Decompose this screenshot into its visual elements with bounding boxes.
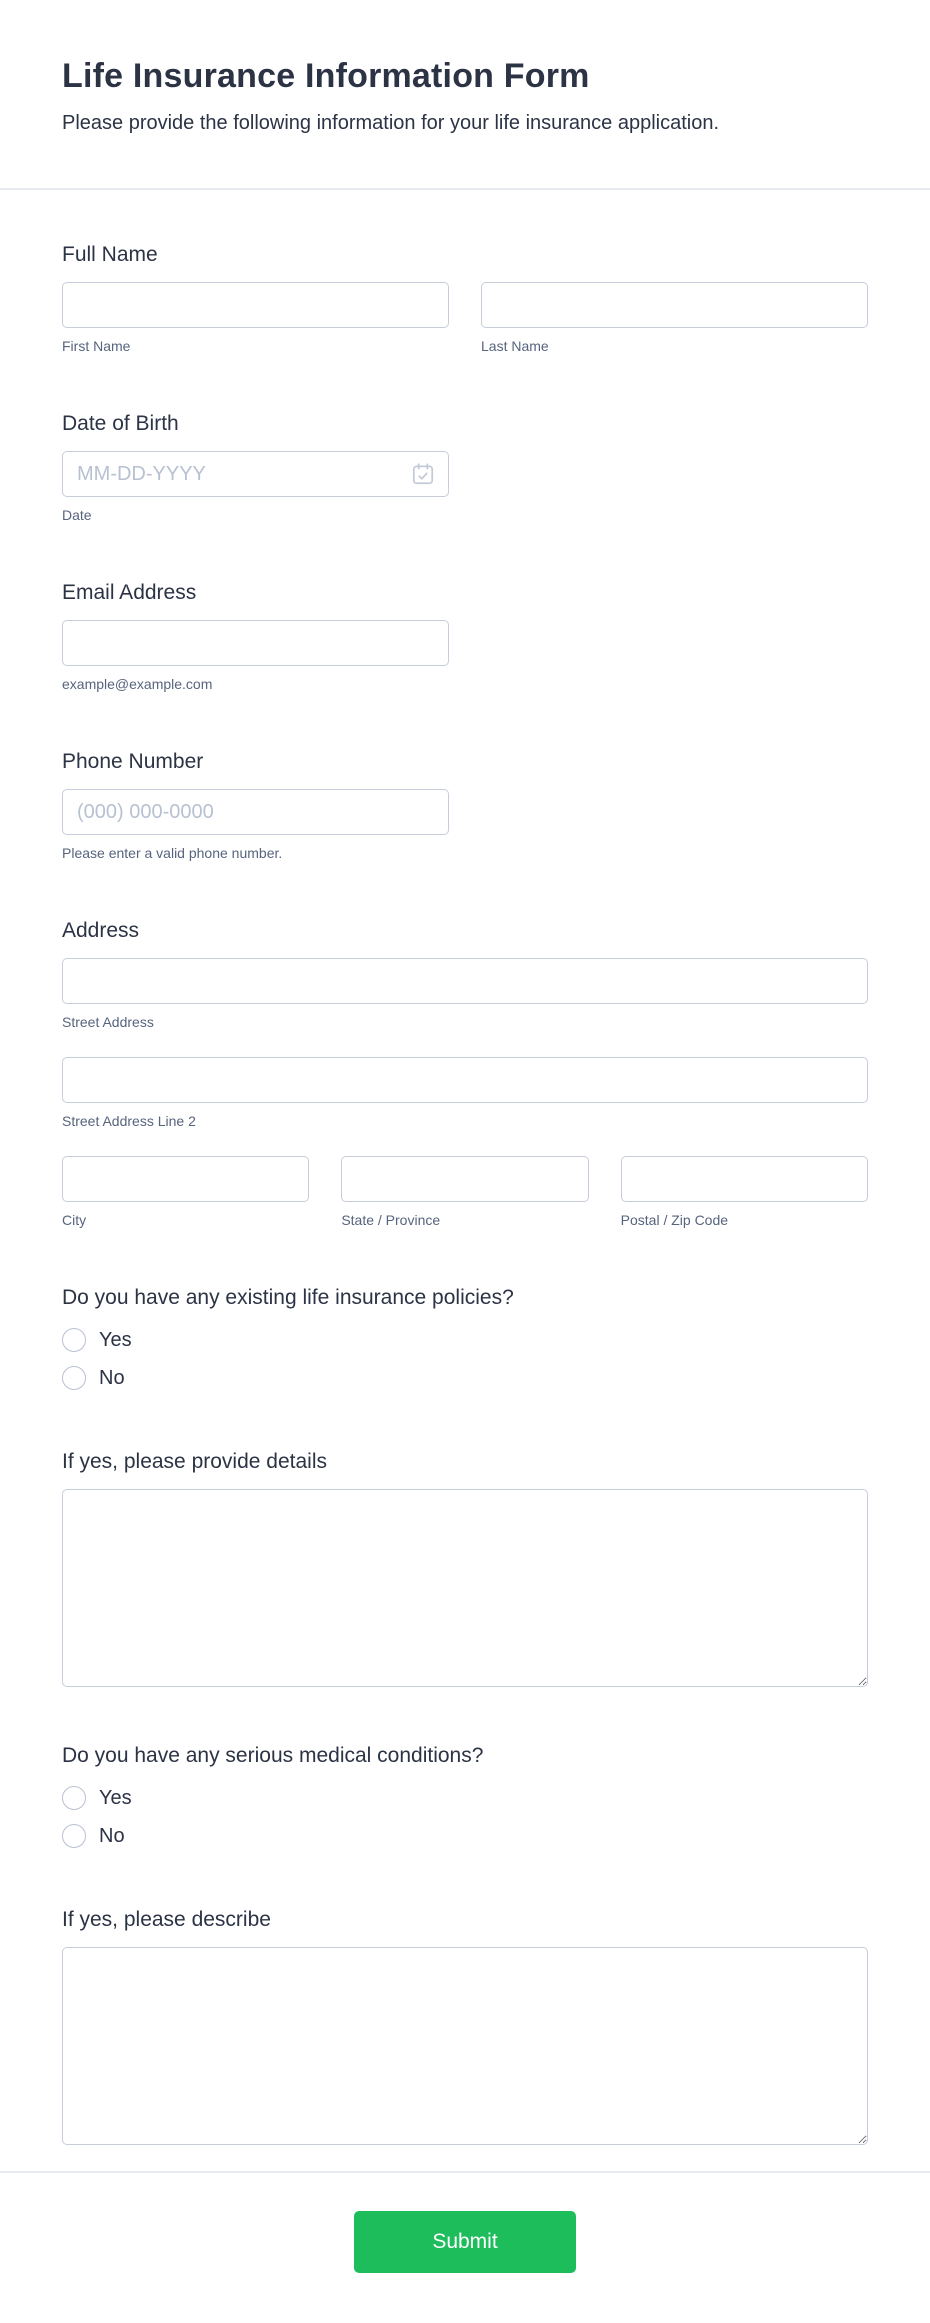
city-state-zip-row <box>62 1156 868 1229</box>
radio-option-label: Yes <box>99 1787 132 1809</box>
postal-group <box>621 1156 868 1229</box>
form-body <box>0 242 930 2145</box>
street-address2-sublabel: Street Address Line 2 <box>62 1113 196 1129</box>
city-input[interactable] <box>62 1156 309 1202</box>
street-address2-input[interactable] <box>62 1057 868 1103</box>
radio-button-icon[interactable] <box>62 1328 86 1352</box>
existing-details-textarea[interactable] <box>62 1489 868 1687</box>
street-address-input[interactable] <box>62 958 868 1004</box>
field-existing-policies <box>62 1285 868 1393</box>
dob-input[interactable] <box>62 451 449 497</box>
phone-input[interactable] <box>62 789 449 835</box>
medical-conditions-option-yes[interactable] <box>62 1783 868 1813</box>
existing-details-label: If yes, please provide details <box>62 1450 327 1473</box>
radio-button-icon[interactable] <box>62 1786 86 1810</box>
medical-conditions-option-no[interactable] <box>62 1821 868 1851</box>
field-address <box>62 918 868 1229</box>
existing-policies-radio-group <box>62 1325 868 1393</box>
radio-button-icon[interactable] <box>62 1824 86 1848</box>
page-title: Life Insurance Information Form <box>62 57 590 95</box>
field-existing-details <box>62 1449 868 1687</box>
field-date-of-birth <box>62 411 868 524</box>
radio-option-label: Yes <box>99 1329 132 1351</box>
phone-sublabel: Please enter a valid phone number. <box>62 845 283 861</box>
last-name-input[interactable] <box>481 282 868 328</box>
existing-policies-question: Do you have any existing life insurance policies? <box>62 1286 514 1309</box>
dob-label: Date of Birth <box>62 412 179 435</box>
postal-input[interactable] <box>621 1156 868 1202</box>
last-name-sublabel: Last Name <box>481 338 549 354</box>
page-subtitle: Please provide the following information for your life insurance application. <box>62 112 720 134</box>
first-name-sublabel: First Name <box>62 338 131 354</box>
radio-option-label: No <box>99 1367 125 1389</box>
field-medical-details <box>62 1907 868 2145</box>
calendar-check-icon[interactable] <box>410 461 436 487</box>
existing-policies-option-yes[interactable] <box>62 1325 868 1355</box>
first-name-group <box>62 282 449 355</box>
field-full-name <box>62 242 868 355</box>
street-address-sublabel: Street Address <box>62 1014 154 1030</box>
first-name-input[interactable] <box>62 282 449 328</box>
last-name-group <box>481 282 868 355</box>
radio-option-label: No <box>99 1825 125 1847</box>
state-input[interactable] <box>341 1156 588 1202</box>
email-input[interactable] <box>62 620 449 666</box>
email-sublabel: example@example.com <box>62 676 213 692</box>
state-group <box>341 1156 588 1229</box>
field-phone <box>62 749 868 862</box>
dob-input-wrap <box>62 451 449 497</box>
postal-sublabel: Postal / Zip Code <box>620 1212 729 1228</box>
address-label: Address <box>62 919 140 942</box>
street-address2-group <box>62 1057 868 1130</box>
medical-details-label: If yes, please describe <box>62 1908 271 1931</box>
radio-button-icon[interactable] <box>62 1366 86 1390</box>
city-sublabel: City <box>62 1212 87 1228</box>
medical-conditions-radio-group <box>62 1783 868 1851</box>
dob-sublabel: Date <box>62 507 92 523</box>
field-medical-conditions <box>62 1743 868 1851</box>
medical-conditions-question: Do you have any serious medical conditions? <box>62 1744 484 1767</box>
phone-label: Phone Number <box>62 750 204 773</box>
form-header <box>0 0 930 188</box>
header-divider <box>0 188 930 190</box>
email-label: Email Address <box>62 581 197 604</box>
street-address-group <box>62 958 868 1031</box>
full-name-label: Full Name <box>62 243 158 266</box>
form-footer <box>0 2173 930 2321</box>
existing-policies-option-no[interactable] <box>62 1363 868 1393</box>
city-group <box>62 1156 309 1229</box>
submit-button[interactable]: Submit <box>354 2211 576 2273</box>
medical-details-textarea[interactable] <box>62 1947 868 2145</box>
field-email <box>62 580 868 693</box>
state-sublabel: State / Province <box>341 1212 441 1228</box>
